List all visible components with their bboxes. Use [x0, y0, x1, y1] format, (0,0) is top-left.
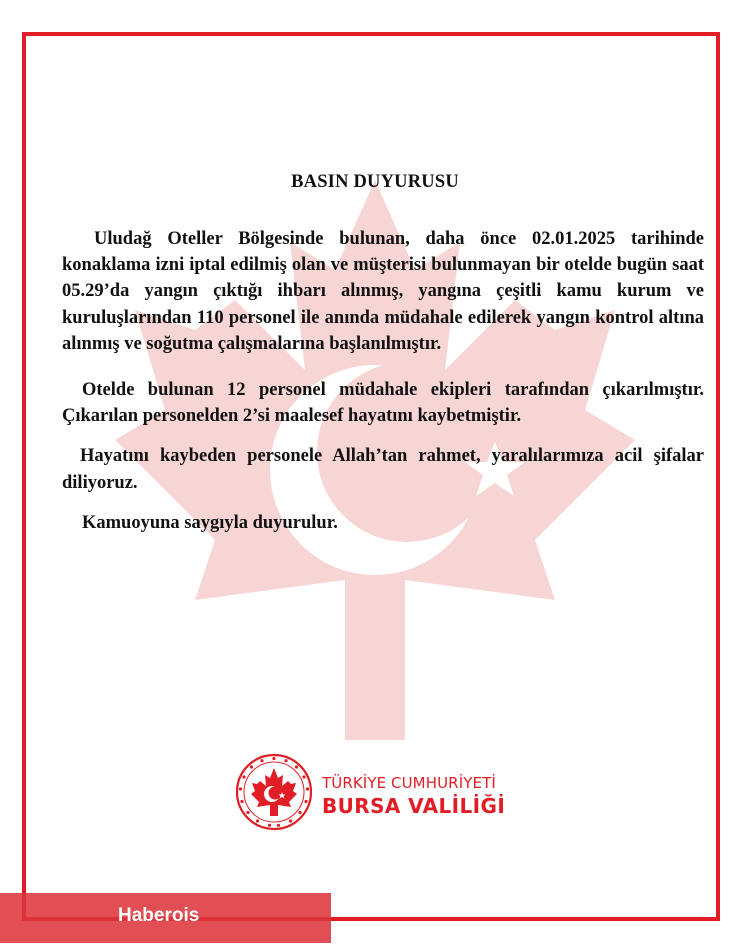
source-label: Haberois	[118, 905, 200, 926]
paragraph-closing: Kamuoyuna saygıyla duyurulur.	[82, 512, 338, 533]
announcement-body	[62, 226, 704, 536]
paragraph-fire-report: Uludağ Oteller Bölgesinde bulunan, daha önce 02.01.2025 tarihinde konaklama izni iptal edilmiş olan ve müşterisi bulunmayan bir otelde bugün saat 05.29’da yangın çıktığı ihbarı alınmış, yangına çeşitli kamu kurum ve kuruluşlarından 110 personel ile anında müdahale edilerek yangın kontrol altına alınmış ve soğutma çalışmalarına başlanılmıştır.	[62, 229, 704, 354]
paragraph-condolences: Hayatını kaybeden personele Allah’tan rahmet, yaralılarımıza acil şifalar diliyoruz.	[62, 446, 704, 493]
issuer-line-1: TÜRKİYE CUMHURİYETİ	[322, 774, 496, 792]
paragraph-casualties: Otelde bulunan 12 personel müdahale ekipleri tarafından çıkarılmıştır. Çıkarılan personelden 2’si maalesef hayatını kaybetmiştir.	[62, 380, 704, 427]
source-watermark-banner	[0, 893, 331, 943]
issuer-name	[322, 774, 505, 818]
document-title: BASIN DUYURUSU	[291, 172, 459, 192]
bursa-governorship-seal-icon	[234, 752, 314, 832]
issuer-line-2: BURSA VALİLİĞİ	[322, 794, 506, 818]
